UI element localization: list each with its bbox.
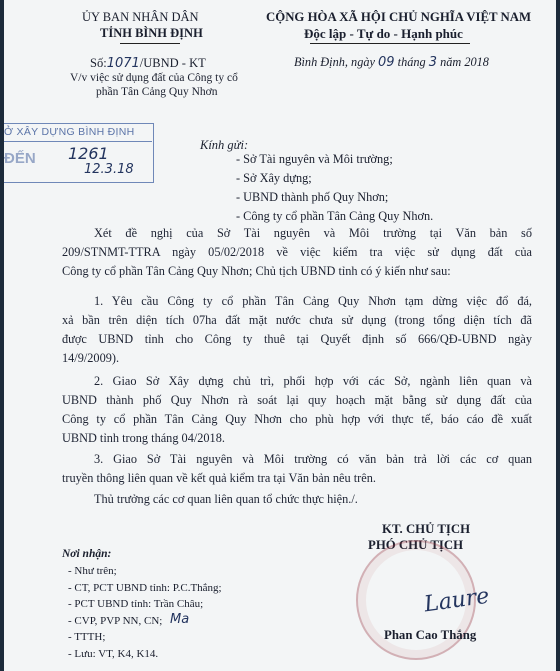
paragraph-line: Công ty cổ phần Tân Cảng Quy Nhơn cho phù hợp với thực tế, báo cáo đề xuất <box>62 412 532 426</box>
paragraph-line: truyền thông liên quan về kết quả kiểm tra tại Văn bản nêu trên. <box>62 471 376 485</box>
paragraph-line: 1. Yêu cầu Công ty cổ phần Tân Cảng Quy Nhơn tạm dừng việc đổ đá, <box>94 294 532 308</box>
recipients-label: Nơi nhận: <box>62 548 112 560</box>
recipients-list-item: - CVP, PVP NN, CN; <box>68 614 163 627</box>
closing-line: Thủ trưởng các cơ quan liên quan tổ chức thực hiện./. <box>94 492 358 506</box>
salutation-recipients <box>236 150 433 226</box>
salutation-label: Kính gửi: <box>200 138 249 152</box>
stamp-divider <box>4 141 152 142</box>
issuer-province: TỈNH BÌNH ĐỊNH <box>100 26 203 40</box>
item-1-paragraph <box>62 292 532 368</box>
incoming-stamp <box>4 123 154 183</box>
paragraph-line: Công ty cổ phần Tân Cảng Quy Nhơn; Chủ tịch UBND tỉnh có ý kiến như sau: <box>62 264 451 278</box>
paragraph-line: 209/STNMT-TTRA ngày 05/02/2018 về việc kiểm tra việc sử dụng đất của <box>62 245 532 259</box>
subject-line-1: V/v việc sử dụng đất của Công ty cổ <box>70 72 238 84</box>
paragraph-line: 2. Giao Sở Xây dựng chủ trì, phối hợp với các Sở, ngành liên quan và <box>94 374 532 388</box>
date-day: 09 <box>378 55 395 70</box>
item-2-paragraph <box>62 372 532 448</box>
stamp-number: 1261 <box>68 144 109 163</box>
motto-underline <box>310 43 470 44</box>
stamp-den-label: ĐẾN <box>4 150 36 167</box>
recipients-list-item: - Lưu: VT, K4, K14. <box>68 647 159 660</box>
item-3-paragraph <box>62 450 532 488</box>
intro-paragraph <box>62 224 532 281</box>
national-motto: Độc lập - Tự do - Hạnh phúc <box>304 26 463 41</box>
signature-subtitle: PHÓ CHỦ TỊCH <box>368 538 464 552</box>
recipients-list-item: - CT, PCT UBND tỉnh: P.C.Thắng; <box>68 581 222 594</box>
subject-line-2: phần Tân Cảng Quy Nhơn <box>96 86 218 98</box>
recipients-list-item: - Như trên; <box>68 565 117 577</box>
doc-number-prefix: Số: <box>90 56 107 70</box>
date-month-label: tháng <box>397 55 426 69</box>
salutation-recipient: - Công ty cổ phần Tân Cảng Quy Nhơn. <box>236 209 434 223</box>
date-month: 3 <box>428 55 438 70</box>
paragraph-line: 3. Giao Sở Tài nguyên và Môi trường có văn bản trả lời các cơ quan <box>94 452 532 466</box>
recipients-list <box>68 563 222 662</box>
paragraph-line: 14/9/2009). <box>62 351 120 365</box>
doc-number-handwritten: 1071 <box>106 56 140 71</box>
salutation-recipient: - Sở Tài nguyên và Môi trường; <box>236 152 393 166</box>
signer-name: Phan Cao Thắng <box>384 628 477 642</box>
paragraph-line: Xét đề nghị của Sở Tài nguyên và Môi trường tại Văn bản số <box>94 226 532 240</box>
handwritten-initials: Ma <box>170 612 190 627</box>
issuer-name: ỦY BAN NHÂN DÂN <box>82 10 199 24</box>
handwritten-signature: Laure <box>422 583 491 618</box>
document-number <box>90 56 206 71</box>
date-place: Bình Định, ngày <box>294 55 375 69</box>
salutation-recipient: - Sở Xây dựng; <box>236 171 312 185</box>
paragraph-line: UBND thành phố Quy Nhơn rà soát lại quy hoạch mặt bằng sử dụng đất của <box>62 393 532 407</box>
issuer-underline <box>120 43 180 44</box>
issue-date <box>294 55 489 70</box>
recipients-list-item: - TTTH; <box>68 631 106 643</box>
stamp-title: Ở XÂY DỰNG BÌNH ĐỊNH <box>4 126 135 138</box>
recipients-list-item: - PCT UBND tỉnh: Trần Châu; <box>68 598 204 610</box>
doc-number-suffix: /UBND - KT <box>139 56 206 70</box>
stamp-date: 12.3.18 <box>84 162 134 177</box>
date-year: năm 2018 <box>440 55 489 69</box>
national-title: CỘNG HÒA XÃ HỘI CHỦ NGHĨA VIỆT NAM <box>266 10 532 24</box>
paragraph-line: UBND tỉnh trong tháng 04/2018. <box>62 431 225 445</box>
paragraph-line: xả bần trên diện tích 07ha đất mặt nước chưa sử dụng (trong tổng diện tích đã <box>62 313 532 327</box>
paragraph-line: được UBND tỉnh cho Công ty thuê tại Quyết định số 666/QĐ-UBND ngày <box>62 332 532 346</box>
signature-title: KT. CHỦ TỊCH <box>382 522 471 536</box>
salutation-recipient: - UBND thành phố Quy Nhơn; <box>236 190 389 204</box>
document-page <box>4 0 556 671</box>
